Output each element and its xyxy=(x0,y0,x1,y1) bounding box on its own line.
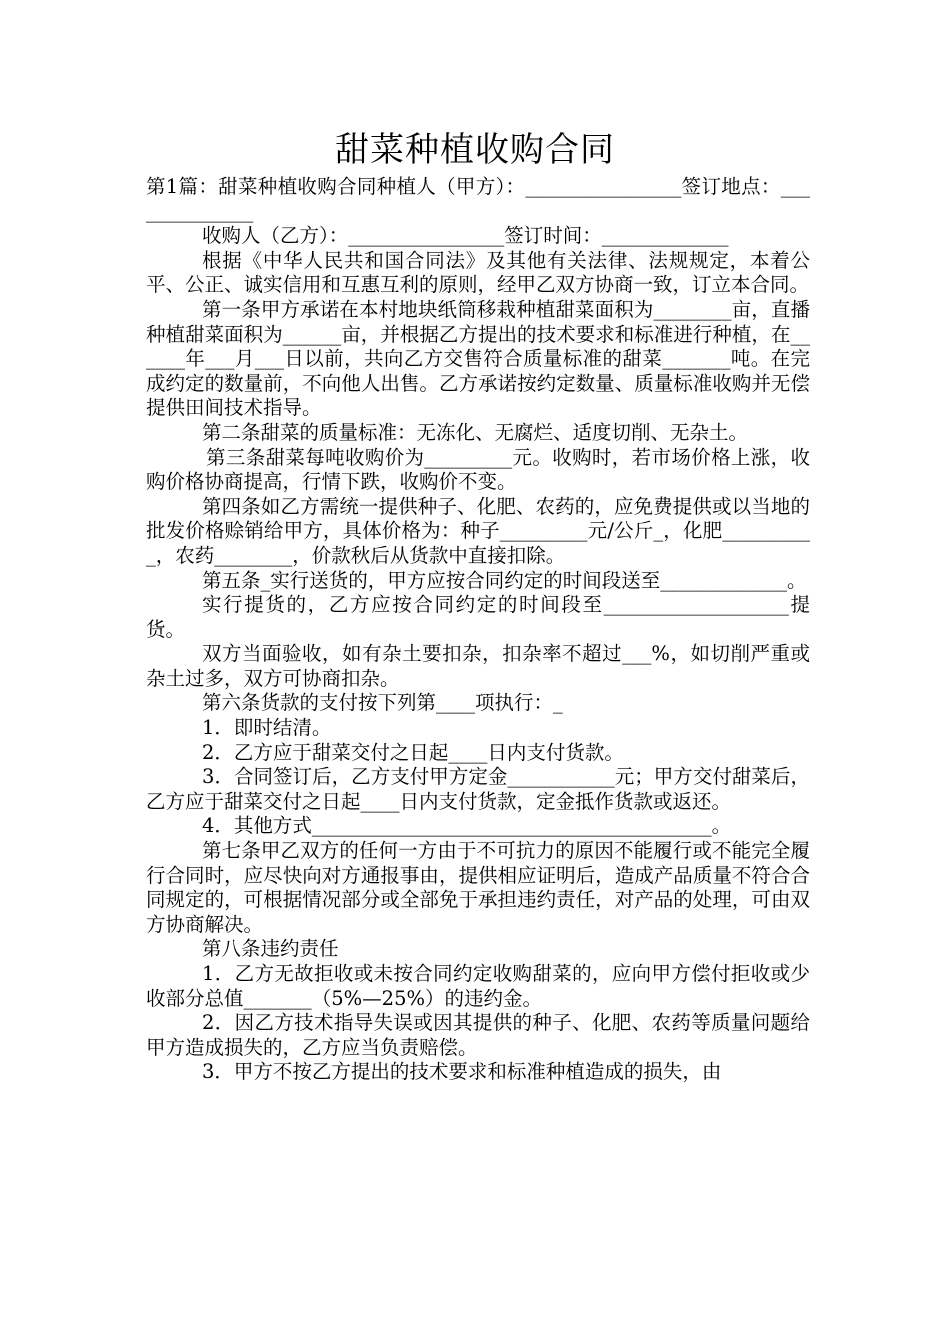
paragraph-article-8: 第八条违约责任 xyxy=(202,937,339,961)
document-body xyxy=(146,175,810,1085)
paragraph-buyer-line: 收购人（乙方）：________________签订时间：_____________ xyxy=(202,224,729,248)
paragraph-liability-1: 1．乙方无故拒收或未按合同约定收购甜菜的，应向甲方偿付拒收或少收部分总值_______（5%—25%）的违约金。 xyxy=(146,962,810,1010)
paragraph-article-3: 第三条甜菜每吨收购价为_________元。收购时，若市场价格上涨，收购价格协商提高，行情下跌，收购价不变。 xyxy=(146,445,810,494)
paragraph-article-2: 第二条甜菜的质量标准：无冻化、无腐烂、适度切削、无杂土。 xyxy=(202,420,749,444)
paragraph-article-4: 第四条如乙方需统一提供种子、化肥、农药的，应免费提供或以当地的批发价格赊销给甲方，具体价格为：种子_________元/公斤_，化肥__________，农药________，价款秋后从货款中直接扣除。 xyxy=(146,494,810,567)
paragraph-article-1: 第一条甲方承诺在本村地块纸筒移栽种植甜菜面积为________亩，直播种植甜菜面积为______亩，并根据乙方提出的技术要求和标准进行种植，在______年___月___日以前，共向乙方交售符合质量标准的甜菜_______吨。在完成约定的数量前，不向他人出售。乙方承诺按约定数量、质量标准收购并无偿提供田间技术指导。 xyxy=(146,297,810,420)
paragraph-payment-option-1: 1．即时结清。 xyxy=(202,716,332,740)
paragraph-header-line: 第1篇：甜菜种植收购合同种植人（甲方）：________________签订地点：______________ xyxy=(146,175,810,223)
paragraph-article-5: 第五条_实行送货的，甲方应按合同约定的时间段送至_____________。 xyxy=(202,568,807,592)
paragraph-payment-option-3: 3．合同签订后，乙方支付甲方定金___________元；甲方交付甜菜后，乙方应于甜菜交付之日起____日内支付货款，定金抵作货款或返还。 xyxy=(146,765,810,813)
paragraph-preamble: 根据《中华人民共和国合同法》及其他有关法律、法规规定，本着公平、公正、诚实信用和互惠互利的原则，经甲乙双方协商一致，订立本合同。 xyxy=(146,248,810,297)
paragraph-payment-option-4: 4．其他方式_________________________________________。 xyxy=(202,814,732,838)
paragraph-payment-option-2: 2．乙方应于甜菜交付之日起____日内支付货款。 xyxy=(202,740,624,764)
paragraph-article-7: 第七条甲乙双方的任何一方由于不可抗力的原因不能履行或不能完全履行合同时，应尽快向对方通报事由，提供相应证明后，造成产品质量不符合合同规定的，可根据情况部分或全部免于承担违约责任，对产品的处理，可由双方协商解决。 xyxy=(146,839,810,936)
document-title: 甜菜种植收购合同 xyxy=(335,130,615,170)
paragraph-article-6: 第六条货款的支付按下列第____项执行：_ xyxy=(202,691,563,715)
paragraph-pickup: 实行提货的，乙方应按合同约定的时间段至___________________提货。 xyxy=(146,593,810,641)
paragraph-inspection: 双方当面验收，如有杂土要扣杂，扣杂率不超过___%，如切削严重或杂土过多，双方可协商扣杂。 xyxy=(146,642,810,690)
paragraph-liability-3: 3．甲方不按乙方提出的技术要求和标准种植造成的损失，由 xyxy=(202,1060,722,1084)
paragraph-liability-2: 2．因乙方技术指导失误或因其提供的种子、化肥、农药等质量问题给甲方造成损失的，乙方应当负责赔偿。 xyxy=(146,1011,810,1059)
